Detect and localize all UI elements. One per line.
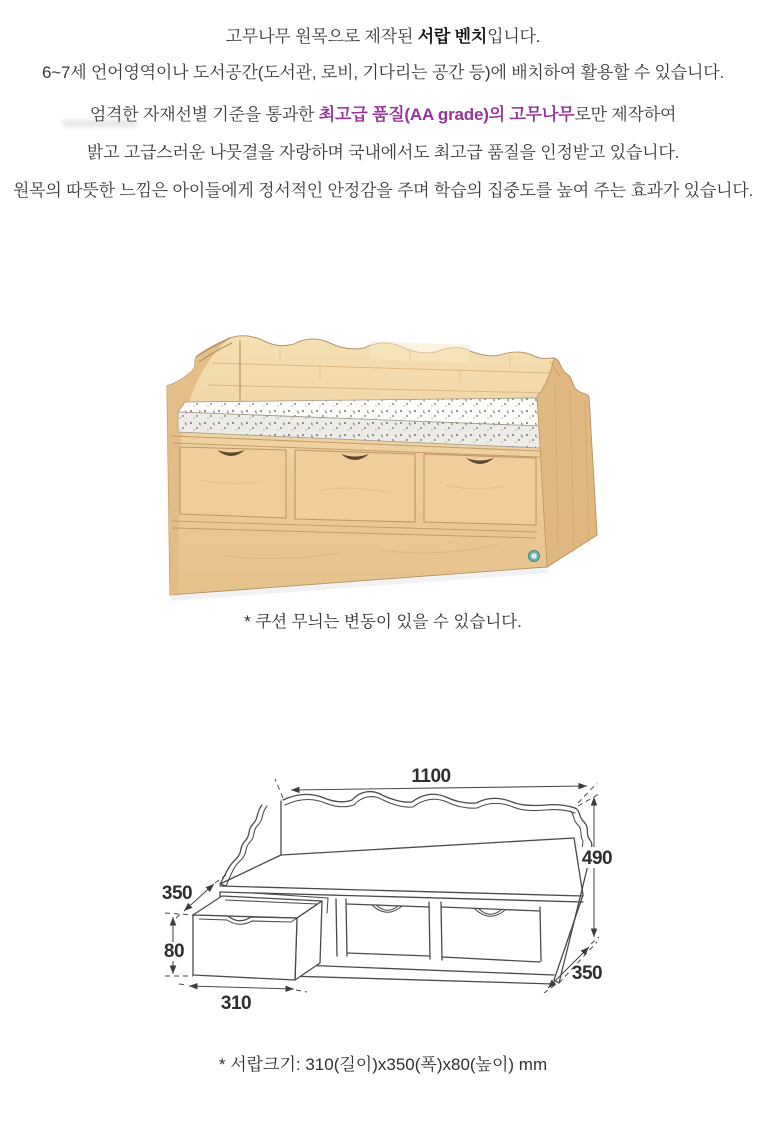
cushion-note: * 쿠션 무늬는 변동이 있을 수 있습니다. xyxy=(244,613,522,631)
intro-line-3-pre: 엄격한 자재선별 기준을 통과한 xyxy=(89,105,319,124)
product-photo-bench xyxy=(160,300,610,602)
intro-line-1-post: 입니다. xyxy=(487,27,541,46)
intro-line-1-bold: 서랍 벤치 xyxy=(417,27,488,46)
diagram-pulled-drawer xyxy=(193,896,322,980)
intro-line-5: 원목의 따뜻한 느낌은 아이들에게 정서적인 안정감을 주며 학습의 집중도를 높여 주는 효과가 있습니다. xyxy=(12,181,754,200)
intro-line-3 xyxy=(0,105,766,125)
drawer-size-note: * 서랍크기: 310(길이)x350(폭)x80(높이) mm xyxy=(218,1055,548,1074)
dim-drawer-height: 80 xyxy=(163,941,185,962)
dim-drawer-length: 310 xyxy=(220,993,252,1014)
drawer-front-2 xyxy=(295,450,415,522)
dim-height-right: 490 xyxy=(581,848,613,869)
drawer-front-3 xyxy=(424,454,536,525)
intro-line-3-post: 로만 제작하여 xyxy=(574,105,677,124)
dimension-diagram xyxy=(150,743,630,1045)
intro-line-4: 밝고 고급스러운 나뭇결을 자랑하며 국내에서도 최고급 품질을 인정받고 있습니다. xyxy=(86,143,680,162)
drawer-front-1 xyxy=(180,447,286,518)
right-side-panel xyxy=(537,358,597,567)
dim-depth-upper-left: 350 xyxy=(161,883,193,904)
intro-line-2: 6~7세 언어영역이나 도서공간(도서관, 로비, 기다리는 공간 등)에 배치하여 활용할 수 있습니다. xyxy=(42,63,724,82)
dim-width-top: 1100 xyxy=(411,766,451,787)
dim-depth-lower-right: 350 xyxy=(571,963,603,984)
eco-sticker xyxy=(529,551,540,562)
intro-line-1-pre: 고무나무 원목으로 제작된 xyxy=(225,27,418,46)
intro-line-3-highlight: 최고급 품질(AA grade)의 고무나무 xyxy=(318,105,575,124)
intro-line-1 xyxy=(0,27,766,47)
